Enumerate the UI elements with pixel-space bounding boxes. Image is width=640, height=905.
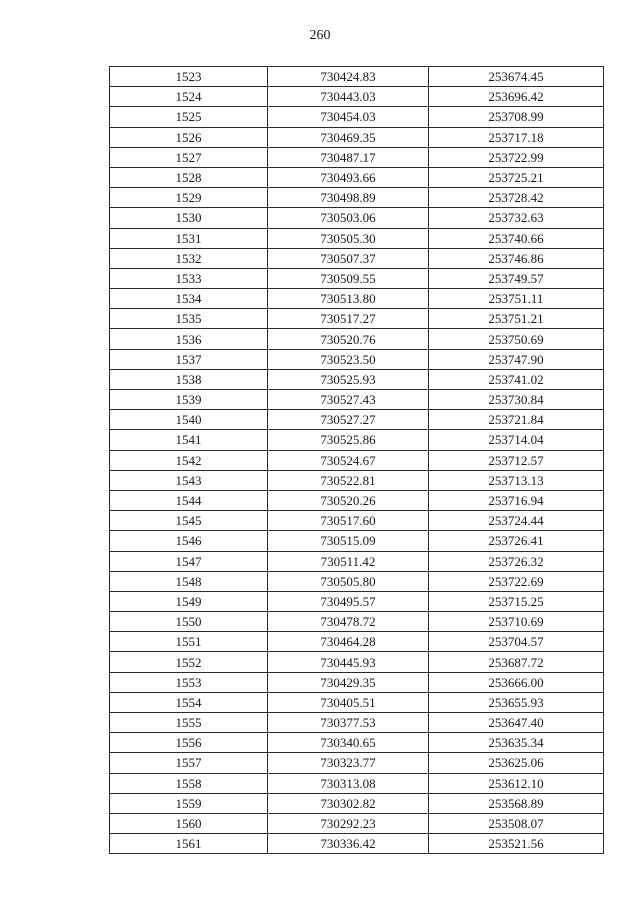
table-row: [110, 470, 604, 490]
point-number-cell: 1545: [110, 511, 268, 531]
point-number-cell: 1558: [110, 773, 268, 793]
x-coordinate-cell: 730405.51: [268, 692, 429, 712]
point-number-cell: 1526: [110, 127, 268, 147]
y-coordinate-cell: 253728.42: [429, 188, 604, 208]
y-coordinate-cell: 253741.02: [429, 369, 604, 389]
table-row: [110, 410, 604, 430]
point-number-cell: 1540: [110, 410, 268, 430]
y-coordinate-cell: 253716.94: [429, 490, 604, 510]
table-row: [110, 67, 604, 87]
table-row: [110, 591, 604, 611]
y-coordinate-cell: 253725.21: [429, 167, 604, 187]
y-coordinate-cell: 253712.57: [429, 450, 604, 470]
y-coordinate-cell: 253612.10: [429, 773, 604, 793]
y-coordinate-cell: 253751.21: [429, 309, 604, 329]
point-number-cell: 1536: [110, 329, 268, 349]
y-coordinate-cell: 253750.69: [429, 329, 604, 349]
y-coordinate-cell: 253730.84: [429, 390, 604, 410]
y-coordinate-cell: 253508.07: [429, 813, 604, 833]
y-coordinate-cell: 253722.99: [429, 147, 604, 167]
x-coordinate-cell: 730507.37: [268, 248, 429, 268]
table-row: [110, 834, 604, 854]
table-row: [110, 551, 604, 571]
table-row: [110, 147, 604, 167]
x-coordinate-cell: 730525.86: [268, 430, 429, 450]
y-coordinate-cell: 253696.42: [429, 87, 604, 107]
table-row: [110, 289, 604, 309]
x-coordinate-cell: 730523.50: [268, 349, 429, 369]
table-row: [110, 652, 604, 672]
table-row: [110, 228, 604, 248]
table-row: [110, 268, 604, 288]
x-coordinate-cell: 730445.93: [268, 652, 429, 672]
y-coordinate-cell: 253726.41: [429, 531, 604, 551]
x-coordinate-cell: 730487.17: [268, 147, 429, 167]
point-number-cell: 1541: [110, 430, 268, 450]
table-row: [110, 167, 604, 187]
point-number-cell: 1553: [110, 672, 268, 692]
table-row: [110, 390, 604, 410]
table-row: [110, 773, 604, 793]
point-number-cell: 1535: [110, 309, 268, 329]
x-coordinate-cell: 730313.08: [268, 773, 429, 793]
y-coordinate-cell: 253647.40: [429, 713, 604, 733]
point-number-cell: 1527: [110, 147, 268, 167]
point-number-cell: 1546: [110, 531, 268, 551]
y-coordinate-cell: 253687.72: [429, 652, 604, 672]
y-coordinate-cell: 253704.57: [429, 632, 604, 652]
x-coordinate-cell: 730454.03: [268, 107, 429, 127]
y-coordinate-cell: 253722.69: [429, 571, 604, 591]
x-coordinate-cell: 730503.06: [268, 208, 429, 228]
y-coordinate-cell: 253724.44: [429, 511, 604, 531]
table-row: [110, 208, 604, 228]
x-coordinate-cell: 730495.57: [268, 591, 429, 611]
table-row: [110, 571, 604, 591]
point-number-cell: 1559: [110, 793, 268, 813]
x-coordinate-cell: 730525.93: [268, 369, 429, 389]
y-coordinate-cell: 253715.25: [429, 591, 604, 611]
x-coordinate-cell: 730520.26: [268, 490, 429, 510]
table-row: [110, 369, 604, 389]
y-coordinate-cell: 253746.86: [429, 248, 604, 268]
point-number-cell: 1549: [110, 591, 268, 611]
x-coordinate-cell: 730522.81: [268, 470, 429, 490]
point-number-cell: 1539: [110, 390, 268, 410]
x-coordinate-cell: 730443.03: [268, 87, 429, 107]
point-number-cell: 1544: [110, 490, 268, 510]
x-coordinate-cell: 730505.80: [268, 571, 429, 591]
y-coordinate-cell: 253655.93: [429, 692, 604, 712]
point-number-cell: 1537: [110, 349, 268, 369]
point-number-cell: 1551: [110, 632, 268, 652]
point-number-cell: 1530: [110, 208, 268, 228]
x-coordinate-cell: 730478.72: [268, 612, 429, 632]
point-number-cell: 1531: [110, 228, 268, 248]
point-number-cell: 1554: [110, 692, 268, 712]
table-row: [110, 692, 604, 712]
coordinate-table-body: [110, 67, 604, 854]
x-coordinate-cell: 730323.77: [268, 753, 429, 773]
y-coordinate-cell: 253751.11: [429, 289, 604, 309]
point-number-cell: 1528: [110, 167, 268, 187]
page-number: 260: [309, 28, 331, 43]
table-row: [110, 713, 604, 733]
table-row: [110, 531, 604, 551]
point-number-cell: 1557: [110, 753, 268, 773]
x-coordinate-cell: 730527.27: [268, 410, 429, 430]
x-coordinate-cell: 730493.66: [268, 167, 429, 187]
x-coordinate-cell: 730527.43: [268, 390, 429, 410]
point-number-cell: 1561: [110, 834, 268, 854]
y-coordinate-cell: 253726.32: [429, 551, 604, 571]
table-row: [110, 632, 604, 652]
y-coordinate-cell: 253721.84: [429, 410, 604, 430]
point-number-cell: 1523: [110, 67, 268, 87]
point-number-cell: 1548: [110, 571, 268, 591]
table-row: [110, 87, 604, 107]
x-coordinate-cell: 730464.28: [268, 632, 429, 652]
table-row: [110, 733, 604, 753]
point-number-cell: 1547: [110, 551, 268, 571]
point-number-cell: 1542: [110, 450, 268, 470]
table-row: [110, 511, 604, 531]
point-number-cell: 1552: [110, 652, 268, 672]
table-row: [110, 753, 604, 773]
y-coordinate-cell: 253625.06: [429, 753, 604, 773]
x-coordinate-cell: 730505.30: [268, 228, 429, 248]
x-coordinate-cell: 730429.35: [268, 672, 429, 692]
table-row: [110, 490, 604, 510]
x-coordinate-cell: 730517.27: [268, 309, 429, 329]
x-coordinate-cell: 730520.76: [268, 329, 429, 349]
coordinate-table: [109, 66, 604, 854]
x-coordinate-cell: 730509.55: [268, 268, 429, 288]
point-number-cell: 1534: [110, 289, 268, 309]
y-coordinate-cell: 253521.56: [429, 834, 604, 854]
x-coordinate-cell: 730377.53: [268, 713, 429, 733]
table-row: [110, 127, 604, 147]
point-number-cell: 1529: [110, 188, 268, 208]
table-row: [110, 793, 604, 813]
y-coordinate-cell: 253710.69: [429, 612, 604, 632]
x-coordinate-cell: 730469.35: [268, 127, 429, 147]
x-coordinate-cell: 730336.42: [268, 834, 429, 854]
table-row: [110, 188, 604, 208]
x-coordinate-cell: 730513.80: [268, 289, 429, 309]
y-coordinate-cell: 253747.90: [429, 349, 604, 369]
point-number-cell: 1560: [110, 813, 268, 833]
x-coordinate-cell: 730424.83: [268, 67, 429, 87]
y-coordinate-cell: 253732.63: [429, 208, 604, 228]
table-row: [110, 107, 604, 127]
y-coordinate-cell: 253568.89: [429, 793, 604, 813]
point-number-cell: 1538: [110, 369, 268, 389]
y-coordinate-cell: 253713.13: [429, 470, 604, 490]
table-row: [110, 430, 604, 450]
table-row: [110, 450, 604, 470]
table-row: [110, 309, 604, 329]
x-coordinate-cell: 730517.60: [268, 511, 429, 531]
point-number-cell: 1556: [110, 733, 268, 753]
x-coordinate-cell: 730524.67: [268, 450, 429, 470]
y-coordinate-cell: 253674.45: [429, 67, 604, 87]
y-coordinate-cell: 253717.18: [429, 127, 604, 147]
y-coordinate-cell: 253666.00: [429, 672, 604, 692]
table-row: [110, 329, 604, 349]
point-number-cell: 1543: [110, 470, 268, 490]
point-number-cell: 1532: [110, 248, 268, 268]
point-number-cell: 1533: [110, 268, 268, 288]
point-number-cell: 1555: [110, 713, 268, 733]
y-coordinate-cell: 253635.34: [429, 733, 604, 753]
x-coordinate-cell: 730498.89: [268, 188, 429, 208]
point-number-cell: 1525: [110, 107, 268, 127]
x-coordinate-cell: 730511.42: [268, 551, 429, 571]
point-number-cell: 1524: [110, 87, 268, 107]
x-coordinate-cell: 730292.23: [268, 813, 429, 833]
y-coordinate-cell: 253714.04: [429, 430, 604, 450]
table-row: [110, 612, 604, 632]
point-number-cell: 1550: [110, 612, 268, 632]
table-row: [110, 672, 604, 692]
y-coordinate-cell: 253749.57: [429, 268, 604, 288]
x-coordinate-cell: 730302.82: [268, 793, 429, 813]
y-coordinate-cell: 253708.99: [429, 107, 604, 127]
table-row: [110, 813, 604, 833]
x-coordinate-cell: 730340.65: [268, 733, 429, 753]
x-coordinate-cell: 730515.09: [268, 531, 429, 551]
table-row: [110, 248, 604, 268]
y-coordinate-cell: 253740.66: [429, 228, 604, 248]
table-row: [110, 349, 604, 369]
